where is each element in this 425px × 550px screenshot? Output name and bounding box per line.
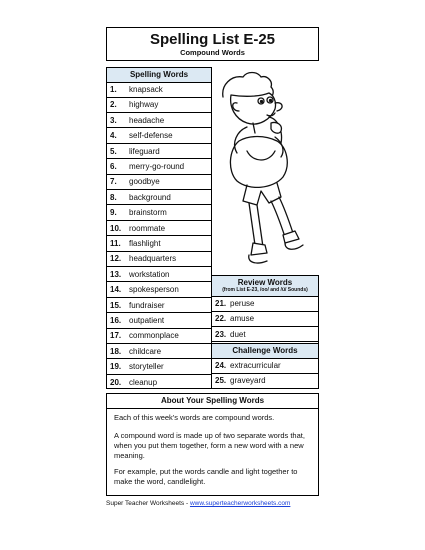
item-number: 12. <box>110 254 122 264</box>
page-title: Spelling List E-25 <box>149 31 276 48</box>
list-item <box>212 311 318 327</box>
list-item <box>107 190 211 206</box>
item-number: 4. <box>110 131 117 141</box>
item-word: lifeguard <box>129 146 160 156</box>
item-word: brainstorm <box>129 208 167 218</box>
item-word: childcare <box>129 346 162 356</box>
item-number: 7. <box>110 177 117 187</box>
item-word: spokesperson <box>129 285 179 295</box>
list-item <box>107 159 211 175</box>
item-number: 5. <box>110 146 117 156</box>
list-item <box>212 296 318 312</box>
item-number: 16. <box>110 316 122 325</box>
spelling-words-header: Spelling Words <box>107 68 211 83</box>
item-word: headache <box>129 115 165 125</box>
item-word: peruse <box>230 299 255 308</box>
review-words-box <box>211 275 319 389</box>
list-item <box>107 174 211 190</box>
item-word: fundraiser <box>129 300 165 310</box>
item-number: 8. <box>110 192 117 202</box>
list-item <box>107 205 211 221</box>
about-header: About Your Spelling Words <box>107 394 318 409</box>
boy-with-knapsack-illustration <box>213 67 320 275</box>
footer-text: Super Teacher Worksheets - <box>106 500 190 507</box>
list-item <box>212 358 318 374</box>
item-word: background <box>129 192 171 202</box>
list-item <box>107 236 211 252</box>
item-word: storyteller <box>129 362 164 372</box>
item-number: 6. <box>110 162 117 171</box>
list-item <box>107 221 211 237</box>
item-number: 14. <box>110 285 122 295</box>
item-number: 3. <box>110 115 117 125</box>
page-subtitle: Compound Words <box>180 48 245 57</box>
item-number: 1. <box>110 85 117 94</box>
about-spelling-words-box <box>106 393 319 496</box>
item-word: knapsack <box>129 85 163 94</box>
challenge-words-header: Challenge Words <box>212 343 318 359</box>
item-number: 25. <box>215 376 227 386</box>
footer-link[interactable]: www.superteacherworksheets.com <box>189 500 291 507</box>
item-number: 2. <box>110 100 117 110</box>
item-number: 24. <box>215 361 227 370</box>
review-words-header <box>212 276 318 297</box>
spelling-words-list <box>106 67 212 389</box>
item-word: graveyard <box>230 376 266 386</box>
list-item <box>107 282 211 298</box>
item-word: roommate <box>129 223 166 233</box>
review-words-note: (from List E-23, /oo/ and /ü/ Sounds) <box>222 287 308 293</box>
item-number: 19. <box>110 362 122 372</box>
list-item <box>107 144 211 160</box>
item-number: 18. <box>110 346 122 356</box>
item-number: 11. <box>110 239 121 248</box>
item-number: 17. <box>110 331 122 341</box>
item-number: 20. <box>110 377 122 387</box>
item-word: outpatient <box>129 316 165 325</box>
list-item <box>107 128 211 144</box>
item-number: 13. <box>110 269 122 279</box>
item-word: goodbye <box>129 177 160 187</box>
list-item <box>107 328 211 344</box>
footer <box>106 500 319 507</box>
item-word: flashlight <box>129 239 161 248</box>
item-word: self-defense <box>129 131 173 141</box>
item-word: workstation <box>129 269 170 279</box>
item-word: headquarters <box>129 254 177 264</box>
list-item <box>107 313 211 329</box>
about-paragraph-2: A compound word is made up of two separate words that, when you put them together, form a new word with a new meaning. <box>114 431 305 460</box>
list-item <box>107 267 211 283</box>
about-paragraph-1: Each of this week's words are compound words. <box>114 413 275 422</box>
item-word: extracurricular <box>230 361 281 370</box>
review-words-title: Review Words <box>237 278 293 287</box>
list-item <box>107 359 211 375</box>
item-number: 22. <box>215 314 227 324</box>
item-word: duet <box>230 329 246 339</box>
about-paragraph-3: For example, put the words candle and light together to make the word, candlelight. <box>114 467 298 486</box>
list-item <box>212 327 318 343</box>
item-word: amuse <box>230 314 255 324</box>
item-number: 9. <box>110 208 117 218</box>
item-number: 23. <box>215 329 227 339</box>
item-word: highway <box>129 100 159 110</box>
item-number: 10. <box>110 223 122 233</box>
list-item <box>107 344 211 360</box>
item-number: 21. <box>215 299 227 308</box>
item-number: 15. <box>110 300 122 310</box>
item-word: commonplace <box>129 331 179 341</box>
list-item <box>107 251 211 267</box>
title-box <box>106 27 319 61</box>
list-item <box>212 373 318 389</box>
item-word: cleanup <box>129 377 158 387</box>
list-item <box>107 113 211 129</box>
list-item <box>107 375 211 391</box>
list-item <box>107 82 211 98</box>
list-item <box>107 298 211 314</box>
knapsack <box>230 137 287 188</box>
list-item <box>107 97 211 113</box>
item-word: merry-go-round <box>129 162 185 171</box>
